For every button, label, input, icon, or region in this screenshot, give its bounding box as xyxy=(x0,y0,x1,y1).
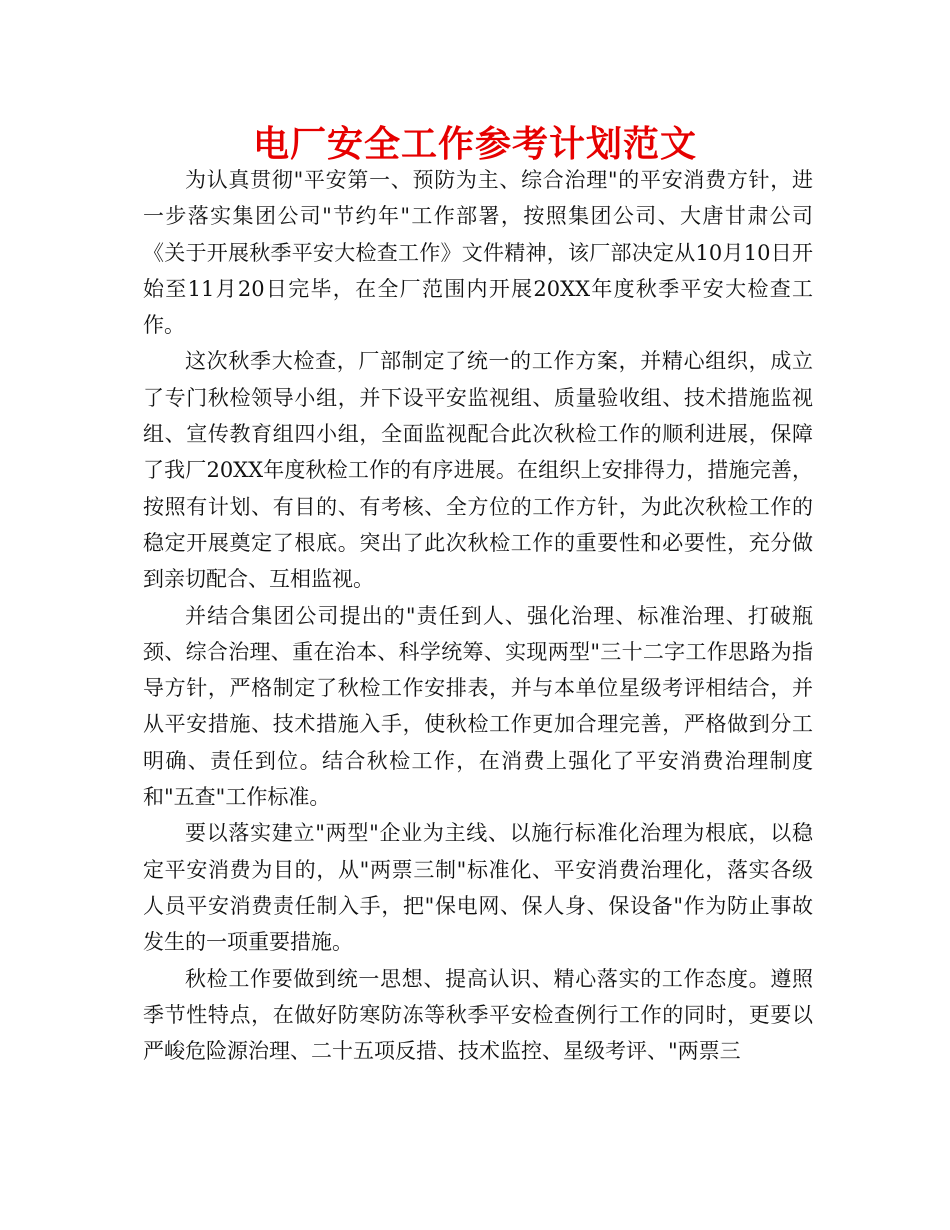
paragraph: 并结合集团公司提出的"责任到人、强化治理、标准治理、打破瓶颈、综合治理、重在治本、科学统筹、实现两型"三十二字工作思路为指导方针，严格制定了秋检工作安排表，并与本单位星级考评相结合，并从平安措施、技术措施入手，使秋检工作更加合理完善，严格做到分工明确、责任到位。结合秋检工作，在消费上强化了平安消费治理制度和"五查"工作标准。 xyxy=(143,603,813,810)
paragraph: 秋检工作要做到统一思想、提高认识、精心落实的工作态度。遵照季节性特点，在做好防寒防冻等秋季平安检查例行工作的同时，更要以严峻危险源治理、二十五项反措、技术监控、星级考评、"两票三 xyxy=(143,966,813,1064)
paragraph: 要以落实建立"两型"企业为主线、以施行标准化治理为根底，以稳定平安消费为目的，从"两票三制"标准化、平安消费治理化，落实各级人员平安消费责任制入手，把"保电网、保人身、保设备"作为防止事故发生的一项重要措施。 xyxy=(143,821,813,955)
document-body xyxy=(143,162,813,1069)
document-title: 电厂安全工作参考计划范文 xyxy=(252,124,697,165)
paragraph: 这次秋季大检查，厂部制定了统一的工作方案，并精心组织，成立了专门秋检领导小组，并下设平安监视组、质量验收组、技术措施监视组、宣传教育组四小组，全面监视配合此次秋检工作的顺利进展，保障了我厂20XX年度秋检工作的有序进展。在组织上安排得力，措施完善，按照有计划、有目的、有考核、全方位的工作方针，为此次秋检工作的稳定开展奠定了根底。突出了此次秋检工作的重要性和必要性，充分做到亲切配合、互相监视。 xyxy=(143,349,813,592)
paragraph: 为认真贯彻"平安第一、预防为主、综合治理"的平安消费方针，进一步落实集团公司"节约年"工作部署，按照集团公司、大唐甘肃公司《关于开展秋季平安大检查工作》文件精神，该厂部决定从10月10日开始至11月20日完毕，在全厂范围内开展20XX年度秋季平安大检查工作。 xyxy=(143,168,813,338)
